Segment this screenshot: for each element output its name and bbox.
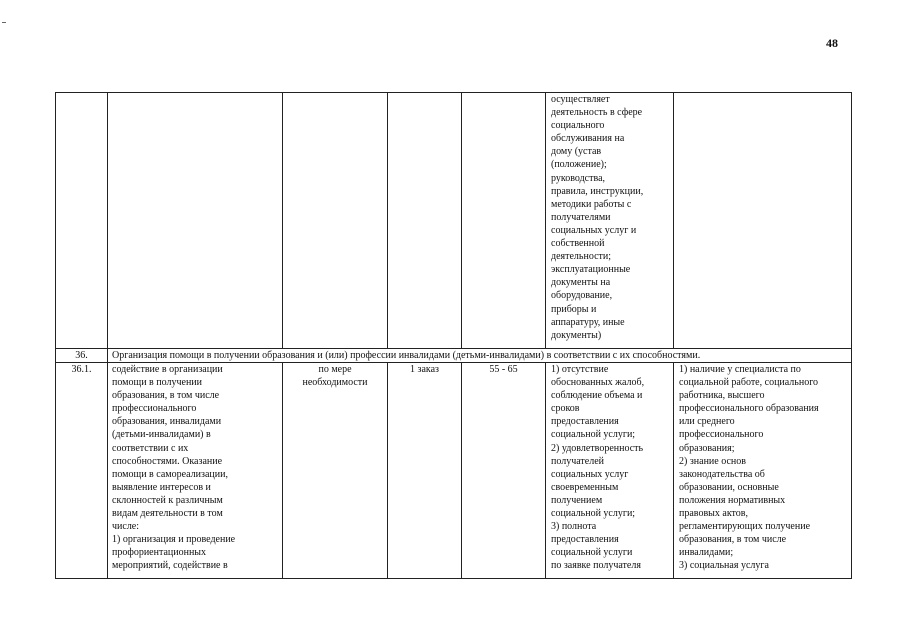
section-title: Организация помощи в получении образования и (или) профессии инвалидами (детьми-инвалидами) в соответствии с их способностями.	[112, 350, 701, 361]
column-divider	[387, 92, 388, 348]
quality-indicators: 1) отсутствие обоснованных жалоб, соблюдение объема и сроков предоставления социальной услуги; 2) удовлетворенность получателей социальных услуг своевременным получением социальной услуги; 3) полнота предоставления социальной услуги по заявке получателя	[551, 364, 645, 572]
continuation-requirements-cell: осуществляет деятельность в сфере социального обслуживания на дому (устав (положение); руководства, правила, инструкции, методики работы с получателями социальных услуг и собственной деятельности; эксплуатационные документы на оборудование, приборы и аппаратуру, иные документы)	[551, 94, 644, 341]
column-divider	[545, 362, 546, 579]
service-unit: 1 заказ	[410, 364, 439, 375]
column-divider	[282, 92, 283, 348]
table-border-left	[55, 92, 56, 579]
service-description: содействие в организации помощи в получении образования, в том числе профессионального образования, инвалидами (детьми-инвалидами) в соответствии с их способностями. Оказание помощи в самореализации, выявление интересов и склонностей к различным видам деятельности в том числе: 1) организация и проведение профориентационных мероприятий, содействие в	[112, 364, 236, 572]
column-divider	[387, 362, 388, 579]
table-border-bottom	[55, 578, 852, 579]
page-number: 48	[826, 36, 838, 50]
column-divider	[282, 362, 283, 579]
service-time: 55 - 65	[489, 364, 518, 375]
scan-artifact	[2, 22, 6, 23]
column-divider	[107, 92, 108, 579]
column-divider	[673, 362, 674, 579]
table-border-right	[851, 92, 852, 579]
row-number: 36.1.	[71, 364, 92, 375]
table-border-top	[55, 92, 852, 93]
column-divider	[673, 92, 674, 348]
service-frequency: по мере необходимости	[302, 364, 368, 389]
section-number: 36.	[75, 350, 88, 361]
service-conditions: 1) наличие у специалиста по социальной работе, социального работника, высшего профессионального образования или среднего профессионального образования; 2) знание основ законодательства об образовании, основные положения нормативных правовых актов, регламентирующих получение образования, в том числе инвалидами; 3) социальная услуга	[679, 364, 819, 572]
column-divider	[545, 92, 546, 348]
column-divider	[461, 362, 462, 579]
column-divider	[461, 92, 462, 348]
